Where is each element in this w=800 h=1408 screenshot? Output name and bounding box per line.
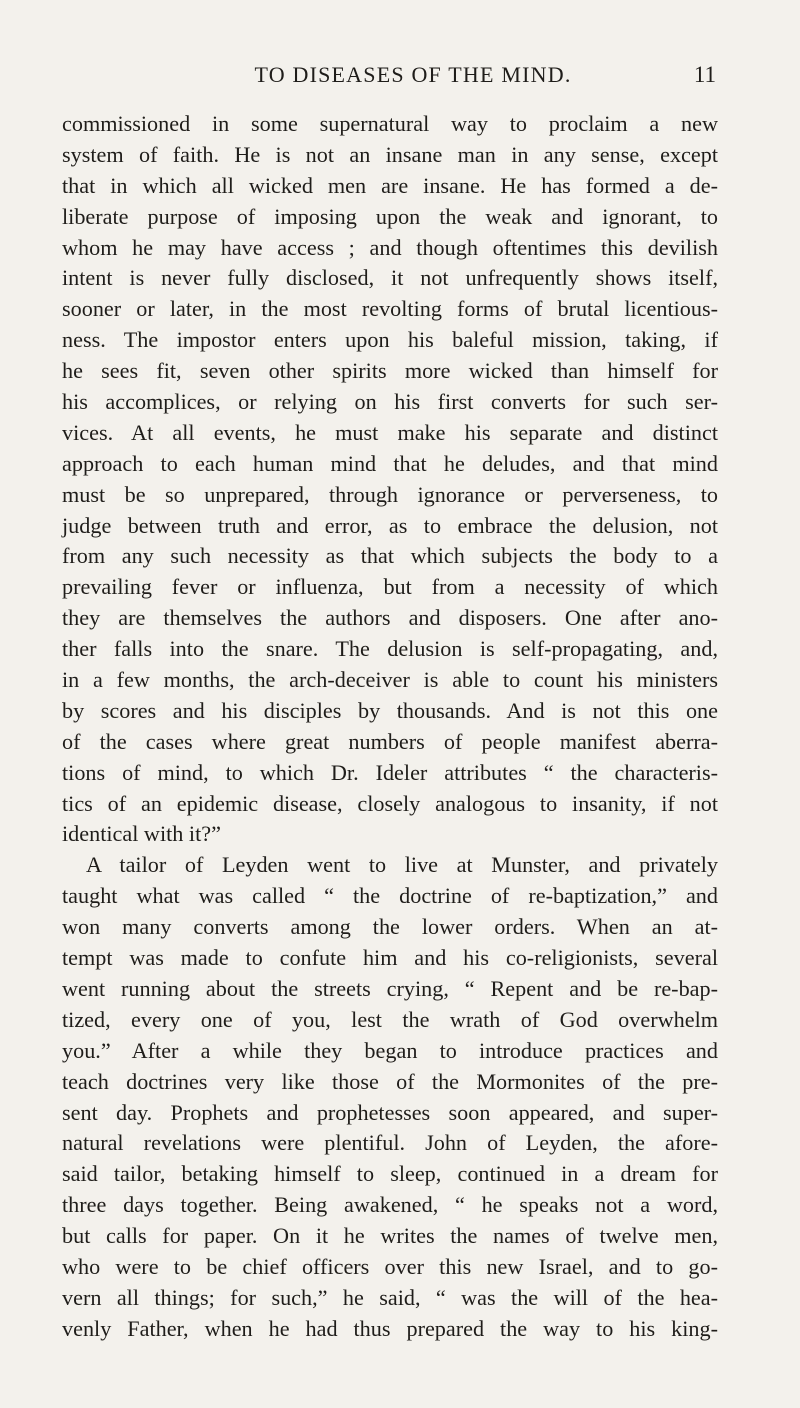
text-line: A tailor of Leyden went to live at Munster, and privately bbox=[86, 852, 718, 878]
text-line: sooner or later, in the most revolting forms of brutal licentious- bbox=[62, 296, 718, 322]
text-line: he sees fit, seven other spirits more wicked than himself for bbox=[62, 358, 718, 384]
text-line: ness. The impostor enters upon his baleful mission, taking, if bbox=[62, 327, 718, 353]
text-line: they are themselves the authors and disposers. One after ano- bbox=[62, 605, 718, 631]
text-line: natural revelations were plentiful. John of Leyden, the afore- bbox=[62, 1130, 718, 1156]
text-line: sent day. Prophets and prophetesses soon appeared, and super- bbox=[62, 1099, 718, 1125]
running-title: TO DISEASES OF THE MIND. bbox=[254, 62, 572, 87]
text-line: ther falls into the snare. The delusion is self-propagating, and, bbox=[62, 636, 718, 662]
text-line: three days together. Being awakened, “ he speaks not a word, bbox=[62, 1192, 718, 1218]
text-line: commissioned in some supernatural way to proclaim a new bbox=[62, 111, 718, 136]
text-line: teach doctrines very like those of the Mormonites of the pre- bbox=[62, 1068, 718, 1094]
text-line: prevailing fever or influenza, but from a necessity of which bbox=[62, 574, 718, 600]
text-line: tempt was made to confute him and his co-religionists, several bbox=[62, 945, 718, 971]
text-line: judge between truth and error, as to embrace the delusion, not bbox=[62, 512, 718, 538]
text-line: system of faith. He is not an insane man in any sense, except bbox=[62, 141, 718, 167]
text-line: but calls for paper. On it he writes the names of twelve men, bbox=[62, 1223, 718, 1249]
text-line: went running about the streets crying, “ Repent and be re-bap- bbox=[62, 975, 718, 1001]
text-line: vern all things; for such,” he said, “ was the will of the hea- bbox=[62, 1284, 718, 1310]
body-text bbox=[62, 109, 718, 1345]
text-line: taught what was called “ the doctrine of re-baptization,” and bbox=[62, 883, 718, 909]
text-line: won many converts among the lower orders. When an at- bbox=[62, 914, 718, 940]
text-line: liberate purpose of imposing upon the weak and ignorant, to bbox=[62, 203, 718, 229]
text-line: in a few months, the arch-deceiver is able to count his ministers bbox=[62, 667, 718, 693]
text-line: said tailor, betaking himself to sleep, continued in a dream for bbox=[62, 1161, 718, 1187]
text-line: whom he may have access ; and though oftentimes this devilish bbox=[62, 234, 718, 260]
text-line: who were to be chief officers over this new Israel, and to go- bbox=[62, 1253, 718, 1279]
text-line: by scores and his disciples by thousands. And is not this one bbox=[62, 697, 718, 723]
text-line: vices. At all events, he must make his separate and distinct bbox=[62, 419, 718, 445]
text-line: intent is never fully disclosed, it not unfrequently shows itself, bbox=[62, 265, 718, 291]
text-line: must be so unprepared, through ignorance or perverseness, to bbox=[62, 481, 718, 507]
page-number: 11 bbox=[693, 62, 716, 87]
text-line: of the cases where great numbers of people manifest aberra- bbox=[62, 728, 718, 754]
text-line: tions of mind, to which Dr. Ideler attributes “ the characteris- bbox=[62, 759, 718, 785]
text-line: tics of an epidemic disease, closely analogous to insanity, if not bbox=[62, 790, 718, 816]
text-line: from any such necessity as that which subjects the body to a bbox=[62, 543, 718, 569]
text-line: venly Father, when he had thus prepared the way to his king- bbox=[62, 1315, 718, 1341]
text-line: approach to each human mind that he deludes, and that mind bbox=[62, 450, 718, 476]
text-line: his accomplices, or relying on his first converts for such ser- bbox=[62, 389, 718, 415]
running-head bbox=[110, 62, 716, 92]
text-line: you.” After a while they began to introduce practices and bbox=[62, 1037, 718, 1063]
text-line: tized, every one of you, lest the wrath of God overwhelm bbox=[62, 1006, 718, 1032]
text-line: that in which all wicked men are insane. He has formed a de- bbox=[62, 172, 718, 198]
text-line: identical with it?” bbox=[62, 821, 221, 847]
